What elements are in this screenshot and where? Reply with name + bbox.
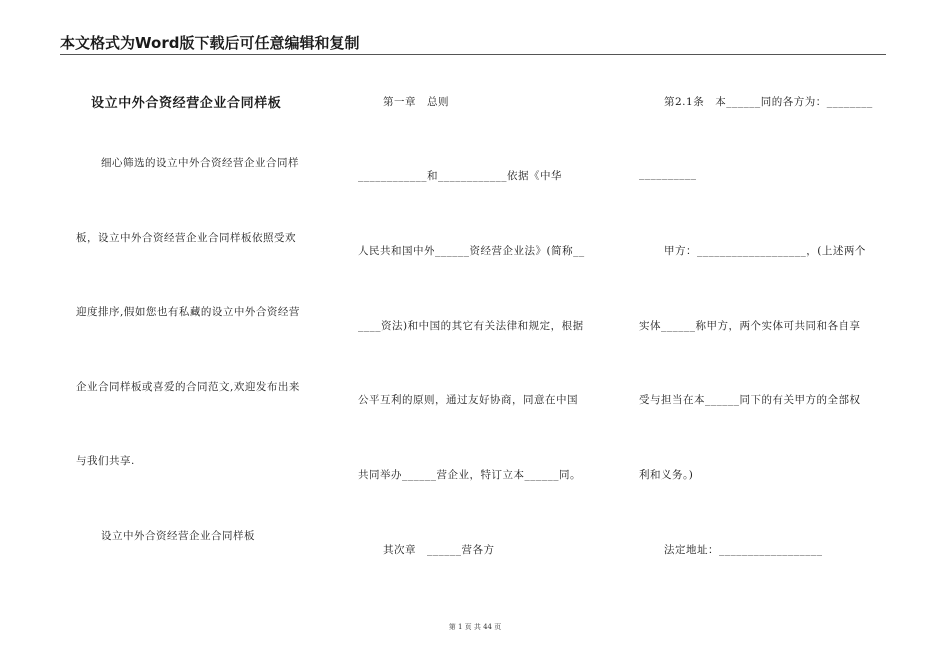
document-banner: 本文格式为Word版下载后可任意编辑和复制 xyxy=(60,34,886,55)
text-line: 细心筛选的设立中外合资经营企业合同样 xyxy=(101,157,299,169)
text-line: ____________和____________依据《中华 xyxy=(358,170,562,182)
text-line: 公平互利的原则，通过友好协商，同意在中国 xyxy=(358,394,578,406)
text-line: 板，设立中外合资经营企业合同样板依照受欢 xyxy=(76,232,296,244)
chapter-heading: 第一章 总则 xyxy=(383,96,449,108)
page-number: 第 1 页 共 44 页 xyxy=(448,623,502,631)
text-line: 设立中外合资经营企业合同样板 xyxy=(101,530,255,542)
text-line: 人民共和国中外______资经营企业法》(简称__ xyxy=(358,245,585,257)
text-line: __________ xyxy=(639,168,697,180)
text-line: 实体______称甲方，两个实体可共同和各自享 xyxy=(639,320,861,332)
text-line: 法定地址：__________________ xyxy=(664,544,823,556)
text-line: 甲方：___________________，(上述两个 xyxy=(664,245,866,257)
text-line: 利和义务。) xyxy=(639,469,694,481)
text-line: 迎度排序,假如您也有私藏的设立中外合资经营 xyxy=(76,306,300,318)
text-line: 受与担当在本______同下的有关甲方的全部权 xyxy=(639,394,861,406)
text-line: 与我们共享. xyxy=(76,455,135,467)
text-line: 第2.1条 本______同的各方为：________ xyxy=(664,96,873,108)
text-line: 共同举办______营企业，特订立本______同。 xyxy=(358,469,581,481)
text-line: 企业合同样板或喜爱的合同范文,欢迎发布出来 xyxy=(76,381,300,393)
chapter-heading: 其次章 ______营各方 xyxy=(383,544,495,556)
document-title: 设立中外合资经营企业合同样板 xyxy=(91,96,282,111)
text-line: ____资法)和中国的其它有关法律和规定，根据 xyxy=(358,320,584,332)
